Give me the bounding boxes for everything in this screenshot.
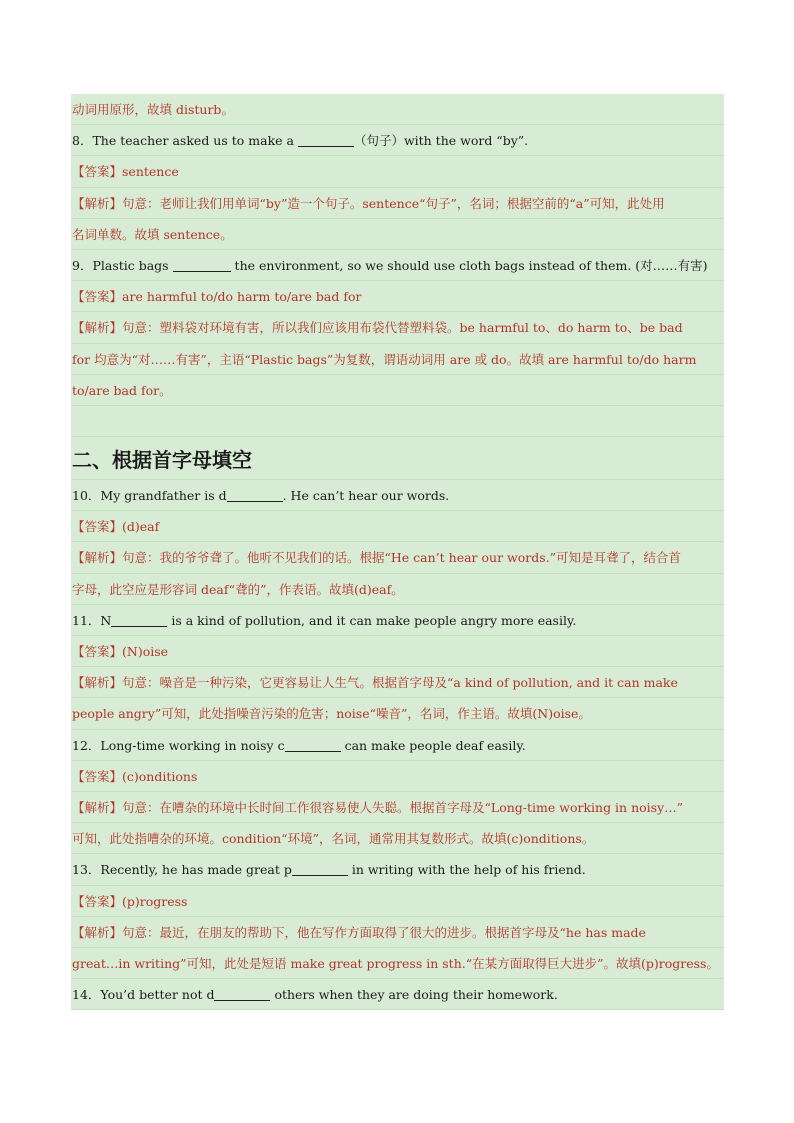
answer-blank: [214, 986, 270, 1001]
answer-8: [71, 156, 724, 187]
question-text: 14．You’d better not d: [72, 987, 215, 1003]
analysis-text: 句意：噪音是一种污染，它更容易让人生气。根据首字母及“a kind of pollution, and it can make: [122, 675, 678, 691]
analysis-text: 句意：最近，在朋友的帮助下，他在写作方面取得了很大的进步。根据首字母及“he has made: [122, 924, 646, 940]
answer-blank: [173, 257, 231, 272]
question-text: can make people deaf easily.: [340, 737, 526, 753]
question-text: 10．My grandfather is d: [72, 488, 227, 504]
analysis-13-cont: great…in writing”可知，此处是短语 make great progress in sth.“在某方面取得巨大进步”。故填(p)rogress。: [71, 948, 724, 979]
analysis-13: [71, 917, 724, 948]
answer-11: [71, 636, 724, 667]
question-text: . He can’t hear our words.: [282, 488, 450, 504]
answer-10: [71, 511, 724, 542]
answer-tag: 【答案】: [72, 164, 123, 180]
question-12: [71, 730, 724, 761]
analysis-tag: 【解析】: [72, 195, 123, 211]
analysis-tag: 【解析】: [72, 550, 123, 566]
analysis-11: [71, 667, 724, 698]
question-9: [71, 250, 724, 281]
question-text: others when they are doing their homework.: [270, 987, 558, 1003]
analysis-10-cont: 字母，此空应是形容词 deaf“聋的”，作表语。故填(d)eaf。: [71, 574, 724, 605]
analysis-9-cont2: to/are bad for。: [71, 375, 724, 406]
answer-tag: 【答案】: [72, 289, 123, 305]
answer-tag: 【答案】: [72, 519, 123, 535]
question-text: 12．Long-time working in noisy c: [72, 737, 285, 753]
analysis-text: 句意：我的爷爷聋了。他听不见我们的话。根据“He can’t hear our words.”可知是耳聋了，结合首: [122, 550, 682, 566]
answer-value: are harmful to/do harm to/are bad for: [122, 289, 362, 305]
analysis-8-cont: 名词单数。故填 sentence。: [71, 219, 724, 250]
analysis-9: [71, 312, 724, 343]
document-page: [71, 94, 724, 1010]
analysis-12: [71, 792, 724, 823]
answer-blank: [298, 132, 354, 147]
answer-tag: 【答案】: [72, 644, 123, 659]
answer-value: (c)onditions: [122, 768, 198, 784]
analysis-tag: 【解析】: [72, 320, 123, 336]
analysis-text: 句意：塑料袋对环境有害，所以我们应该用布袋代替塑料袋。be harmful to、do harm to、be bad: [122, 320, 683, 336]
answer-13: [71, 886, 724, 917]
analysis-9-cont: for 均意为“对……有害”，主语“Plastic bags”为复数，谓语动词用 are 或 do。故填 are harmful to/do harm: [71, 344, 724, 375]
question-8: [71, 125, 724, 156]
answer-blank: [227, 487, 283, 502]
answer-value: (p)rogress: [122, 893, 188, 909]
analysis-text: 句意：在嘈杂的环境中长时间工作很容易使人失聪。根据首字母及“Long-time working in noisy…”: [122, 799, 684, 815]
section-title: 二、根据首字母填空: [71, 437, 724, 480]
analysis-8: [71, 188, 724, 219]
analysis-text: 句意：老师让我们用单词“by”造一个句子。sentence“句子”，名词；根据空前的“a”可知，此处用: [122, 195, 665, 211]
analysis-tag: 【解析】: [72, 799, 123, 815]
answer-blank: [292, 861, 348, 876]
question-11: [71, 605, 724, 636]
analysis-continuation: 动词用原形，故填 disturb。: [71, 94, 724, 125]
answer-blank: [111, 612, 167, 627]
answer-value: sentence: [122, 164, 179, 180]
answer-value: (N)oise: [122, 644, 169, 659]
answer-9: [71, 281, 724, 312]
answer-tag: 【答案】: [72, 768, 123, 784]
analysis-tag: 【解析】: [72, 924, 123, 940]
question-14: [71, 979, 724, 1010]
answer-12: [71, 761, 724, 792]
answer-blank: [285, 737, 341, 752]
analysis-10: [71, 542, 724, 573]
question-text: in writing with the help of his friend.: [347, 862, 586, 878]
question-text: （句子）with the word “by”.: [353, 133, 529, 149]
question-text: 13．Recently, he has made great p: [72, 862, 292, 878]
question-10: [71, 480, 724, 511]
answer-value: (d)eaf: [122, 519, 160, 535]
analysis-11-cont: people angry”可知，此处指噪音污染的危害；noise“噪音”，名词，作主语。故填(N)oise。: [71, 698, 724, 729]
blank-row: [71, 406, 724, 437]
question-13: [71, 854, 724, 885]
question-text: 11．N: [72, 612, 112, 628]
question-text: 8．The teacher asked us to make a: [72, 133, 298, 149]
question-text: the environment, so we should use cloth bags instead of them. (对……有害): [230, 257, 708, 273]
answer-tag: 【答案】: [72, 893, 123, 909]
analysis-tag: 【解析】: [72, 675, 123, 691]
analysis-12-cont: 可知，此处指嘈杂的环境。condition“环境”，名词，通常用其复数形式。故填(c)onditions。: [71, 823, 724, 854]
question-text: 9．Plastic bags: [72, 257, 173, 273]
question-text: is a kind of pollution, and it can make people angry more easily.: [167, 612, 577, 628]
